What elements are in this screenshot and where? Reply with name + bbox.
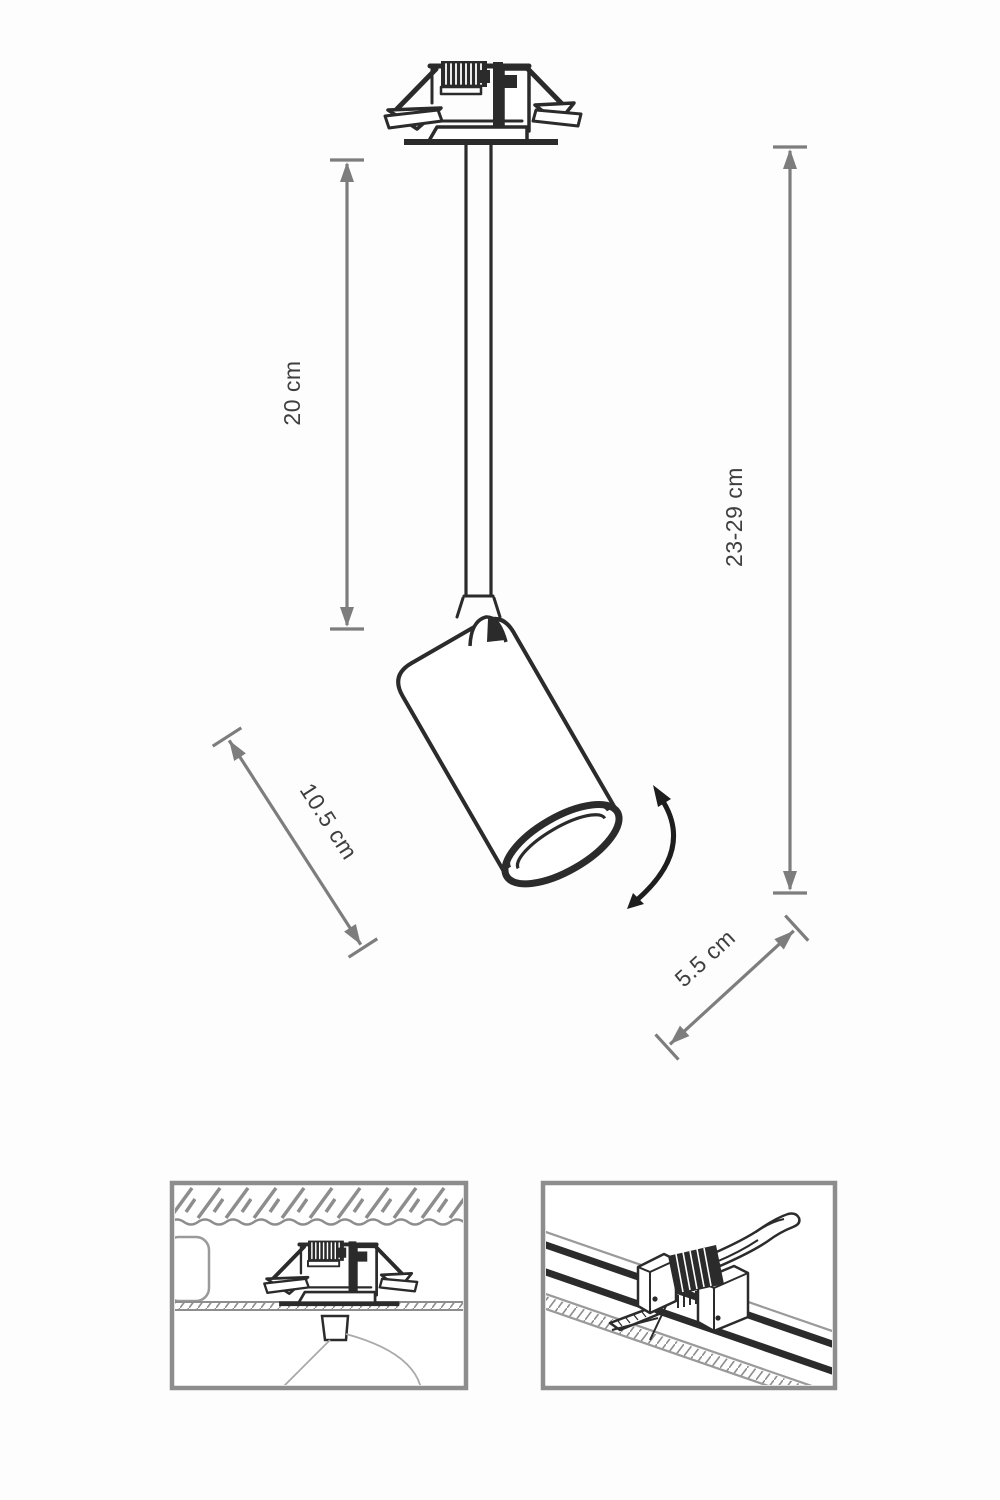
spot-head xyxy=(391,611,631,899)
head-diameter-label: 5.5 cm xyxy=(669,924,741,992)
inset-recessed-mount xyxy=(166,1183,466,1388)
rotation-arrow-icon xyxy=(627,785,674,909)
ceiling-mount-drawing xyxy=(385,61,581,145)
inset-track-mount xyxy=(543,1183,835,1409)
suspension-rod xyxy=(457,145,500,617)
ceiling-slab-hatch xyxy=(175,1186,463,1223)
head-length-label: 10.5 cm xyxy=(294,778,363,865)
dimension-rod-length xyxy=(279,160,364,629)
dimension-overall-height xyxy=(721,147,807,893)
rod-length-label: 20 cm xyxy=(279,360,305,426)
dimension-head-diameter xyxy=(631,889,808,1060)
dimension-head-length xyxy=(213,708,408,957)
overall-height-label: 23-29 cm xyxy=(721,467,747,567)
lamp-stub xyxy=(322,1316,348,1340)
